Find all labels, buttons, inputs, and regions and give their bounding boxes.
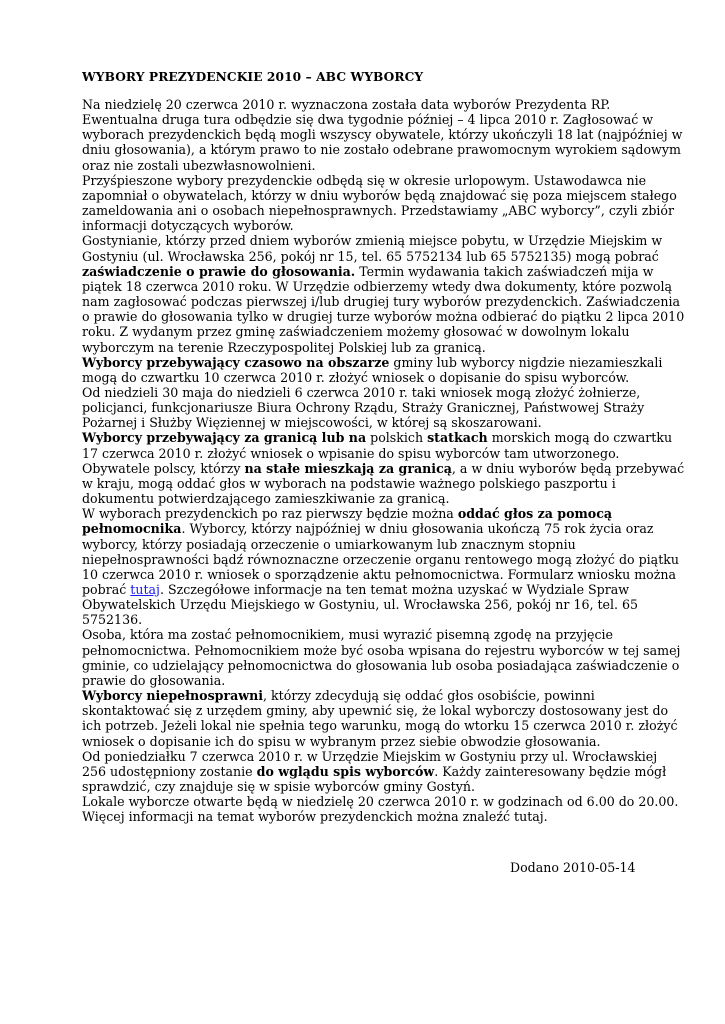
form-download-link[interactable]: tutaj [130,582,160,597]
text-line [82,537,638,552]
text-segment: Obywatele polscy, którzy [82,460,245,476]
text-segment: Lokale wyborcze otwarte będą w niedzielę 20 czerwca 2010 r. w godzinach od 6.00 do 20.00. [82,794,679,810]
text-segment: niepełnosprawności bądź równoznaczne orzeczenie organu rentowego mogą złożyć do piątku [82,551,679,567]
text-line [82,187,677,203]
text-line [82,112,654,128]
text-segment: pełnomocnictwa. Pełnomocnikiem może być osoba wpisana do rejestru wyborców w tej samej [82,642,681,658]
text-line [82,278,673,294]
text-line [82,127,683,143]
text-line [82,673,638,688]
bold-text: pełnomocnika [82,521,182,537]
text-line [82,734,638,749]
text-line [82,370,638,385]
bold-text: do wglądu spis wyborców [256,763,435,779]
bold-text: Wyborcy przebywający czasowo na obszarze [82,354,390,370]
text-segment: mogą do czwartku 10 czerwca 2010 r. złożyć wniosek o dopisanie do spisu wyborców. [82,369,630,385]
text-segment: 17 czerwca 2010 r. złożyć wniosek o wpisanie do spisu wyborców tam utworzonego. [82,445,620,461]
text-line [82,597,638,612]
text-segment: wyborcy, którzy posiadają orzeczenie o umiarkowanym lub znacznym stopniu [82,536,576,552]
text-segment: piątek 18 czerwca 2010 roku. W Urzędzie odbierzemy wtedy dwa dokumenty, które pozwolą [82,278,673,294]
text-line [82,809,638,824]
text-line [82,400,645,416]
text-line [82,779,638,794]
text-segment: . Wyborcy, którzy najpóźniej w dniu głosowania ukończą 75 rok życia oraz [181,521,654,537]
text-segment: wniosek o dopisanie ich do spisu w wybranym przez siebie obwodzie głosowania. [82,733,601,749]
text-line [82,415,638,430]
text-line [82,551,679,567]
bold-text: na stałe mieszkają za granicą [244,460,452,476]
text-segment: , którzy zdecydują się oddać głos osobiście, powinni [263,688,595,704]
text-segment: morskich mogą do czwartku [487,430,673,446]
text-segment: policjanci, funkcjonariusze Biura Ochrony Rządu, Straży Granicznej, Państwowej Straży [82,400,645,416]
text-line [82,476,638,491]
text-segment: oraz nie zostali ubezwłasnowolnieni. [82,157,316,173]
text-line [82,521,654,537]
text-segment: prawie do głosowania. [82,672,226,688]
text-line [82,233,663,249]
text-line [82,142,681,158]
text-segment: ich potrzeb. Jeżeli lokal nie spełnia tego warunku, mogą do wtorku 15 czerwca 2010 r. złożyć [82,718,678,734]
text-segment: polskich [366,430,428,446]
text-segment: gminie, co udzielający pełnomocnictwa do głosowania lub osoba posiadająca zaświadczenie o [82,657,680,673]
text-line [82,203,675,219]
text-line [82,460,685,476]
text-segment: Obywatelskich Urzędu Miejskiego w Gostyniu, ul. Wrocławska 256, pokój nr 16, tel. 65 [82,597,639,613]
text-line [82,657,680,673]
text-segment: dniu głosowania), a którym prawo to nie zostało odebrane prawomocnym wyrokiem sądowym [82,142,681,158]
text-line [82,566,676,582]
text-segment: zameldowania ani o osobach niepełnosprawnych. Przedstawiamy „ABC wyborcy”, czyli zbiór [82,203,675,219]
text-line [82,582,638,597]
text-line [82,627,638,642]
bold-text: Wyborcy niepełnosprawni [82,688,264,704]
text-line [82,688,638,703]
text-segment: Od niedzieli 30 maja do niedzieli 6 czerwca 2010 r. taki wniosek mogą złożyć żołnierze, [82,384,641,400]
text-segment: o prawie do głosowania tylko w drugiej turze wyborów można odbierać do piątku 2 lipca 2010 [82,309,685,325]
text-segment: zapomniał o obywatelach, którzy w dniu wyborów będą znajdować się poza miejscem stałego [82,187,677,203]
text-line [82,158,638,173]
text-segment: Osoba, która ma zostać pełnomocnikiem, musi wyrazić pisemną zgodę na przyjęcie [82,627,613,643]
text-segment: Od poniedziałku 7 czerwca 2010 r. w Urzędzie Miejskim w Gostyniu przy ul. Wrocławskiej [82,748,658,764]
text-segment: wyborach prezydenckich będą mogli wszyscy obywatele, którzy ukończyli 18 lat (najpóźniej w [82,127,683,143]
text-segment: wyborczym na terenie Rzeczypospolitej Polskiej lub za granicą. [82,339,486,355]
text-segment: Gostynianie, którzy przed dniem wyborów zmienią miejsce pobytu, w Urzędzie Miejskim w [82,233,663,249]
bold-text: oddać głos za pomocą [457,506,613,522]
text-line [82,324,638,339]
text-segment: informacji dotyczących wyborów. [82,218,294,234]
text-segment: sprawdzić, czy znajduje się w spisie wyborców gminy Gostyń. [82,779,475,795]
text-line [82,248,659,264]
text-segment: Ewentualna druga tura odbędzie się dwa tygodnie później – 4 lipca 2010 r. Zagłosować w [82,112,654,128]
text-segment: dokumentu potwierdzającego zamieszkiwanie za granicą. [82,491,450,507]
bold-text: Wyborcy przebywający za granicą lub na [82,430,367,446]
text-line [82,309,685,325]
text-line [82,612,638,627]
text-segment: skontaktować się z urzędem gminy, aby upewnić się, że lokal wyborczy dostosowany jest do [82,703,669,719]
text-line [82,446,638,461]
text-line [82,354,663,370]
text-line [82,294,681,310]
text-line [82,218,638,233]
article-body [82,97,685,825]
bold-text: zaświadczenie o prawie do głosowania. [82,263,356,279]
date-added: Dodano 2010-05-14 [510,860,636,875]
text-segment: Więcej informacji na temat wyborów prezydenckich można znaleźć tutaj. [82,809,548,825]
text-line [82,97,638,112]
text-segment: Przyśpieszone wybory prezydenckie odbędą się w okresie urlopowym. Ustawodawca nie [82,172,647,188]
text-segment: 5752136. [82,612,143,628]
text-segment: roku. Z wydanym przez gminę zaświadczeniem możemy głosować w dowolnym lokalu [82,324,630,340]
text-segment: Gostyniu (ul. Wrocławska 256, pokój nr 15, tel. 65 5752134 lub 65 5752135) mogą pobrać [82,248,659,264]
text-line [82,763,667,779]
text-segment: 10 czerwca 2010 r. wniosek o sporządzenie aktu pełnomocnictwa. Formularz wniosku można [82,566,676,582]
text-segment: Termin wydawania takich zaświadczeń mija w [355,263,654,279]
text-line [82,748,658,764]
text-line [82,506,638,521]
bold-text: statkach [427,430,488,446]
text-line [82,794,679,810]
text-segment: pobrać [82,582,131,597]
text-line [82,718,678,734]
text-line [82,340,638,355]
text-segment: W wyborach prezydenckich po raz pierwszy będzie można [82,506,458,522]
text-segment: . Szczegółowe informacje na ten temat można uzyskać w Wydziale Spraw [159,582,630,597]
text-line [82,642,681,658]
text-segment: , a w dniu wyborów będą przebywać [451,460,685,476]
text-segment: w kraju, mogą oddać głos w wyborach na podstawie ważnego polskiego paszportu i [82,475,616,491]
text-segment: gminy lub wyborcy nigdzie niezamieszkali [389,354,663,370]
text-line [82,430,673,446]
text-line [82,491,638,506]
text-line [82,172,647,188]
text-segment: Pożarnej i Służby Więziennej w miejscowości, w której są skoszarowani. [82,415,542,431]
text-segment: . Każdy zainteresowany będzie mógł [434,763,667,779]
text-line [82,703,669,719]
text-line [82,384,641,400]
text-segment: Na niedzielę 20 czerwca 2010 r. wyznaczona została data wyborów Prezydenta RP. [82,97,611,112]
text-segment: 256 udostępniony zostanie [82,763,257,779]
text-segment: nam zagłosować podczas pierwszej i/lub drugiej tury wyborów prezydenckich. Zaświadczenia [82,294,681,310]
page-title: WYBORY PREZYDENCKIE 2010 – ABC WYBORCY [82,70,424,84]
text-line [82,263,654,279]
